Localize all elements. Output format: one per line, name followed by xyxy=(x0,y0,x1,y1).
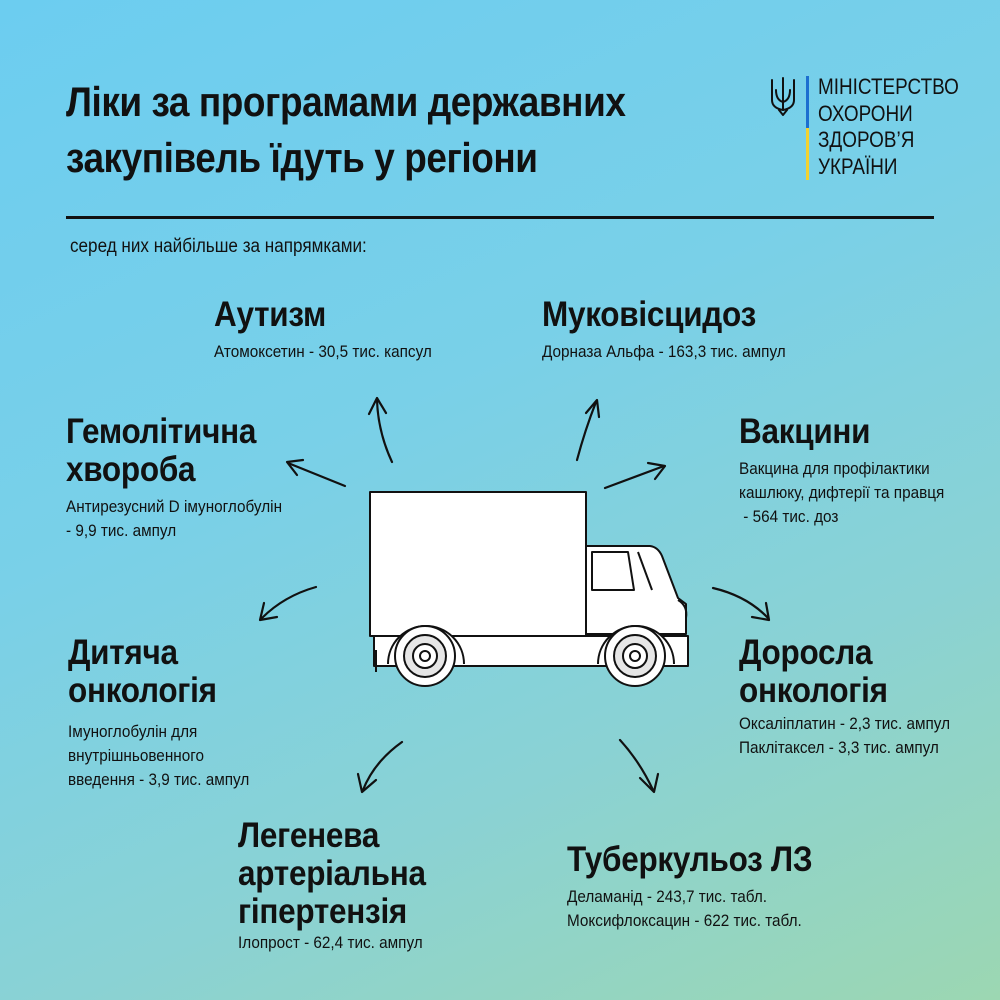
category-vaccines-details xyxy=(739,457,944,529)
category-cystic-fibrosis-detail-1: Дорназа Альфа - 163,3 тис. ампул xyxy=(542,342,786,361)
category-hemolytic-title-line-2: хвороба xyxy=(66,450,196,489)
category-child-oncology-title-line-2: онкологія xyxy=(68,671,217,710)
category-adult-oncology-detail-1: Оксаліплатин - 2,3 тис. ампул xyxy=(739,714,951,733)
category-child-oncology-detail-2: внутрішньовенного xyxy=(68,746,204,765)
category-tuberculosis-details xyxy=(567,885,812,933)
page-title-line-1: Ліки за програмами державних xyxy=(66,78,626,125)
logo-line-1: МІНІСТЕРСТВО xyxy=(818,74,959,99)
category-adult-oncology-title-line-1: Доросла xyxy=(739,633,873,672)
category-vaccines xyxy=(739,413,944,529)
category-autism-detail-1: Атомоксетин - 30,5 тис. капсул xyxy=(214,342,432,361)
arrow-tuberculosis-icon xyxy=(620,740,658,792)
category-tuberculosis-detail-1: Деламанід - 243,7 тис. табл. xyxy=(567,887,768,906)
category-child-oncology-details xyxy=(68,720,249,792)
category-pulmonary-details xyxy=(238,931,426,955)
arrow-adult-oncology-icon xyxy=(713,588,769,620)
category-vaccines-title: Вакцини xyxy=(739,412,871,451)
category-child-oncology-title-line-1: Дитяча xyxy=(68,633,178,672)
arrow-autism-icon xyxy=(369,398,392,462)
logo-line-2: ОХОРОНИ xyxy=(818,100,913,126)
category-vaccines-detail-3: - 564 тис. доз xyxy=(739,507,839,526)
category-pulmonary-title-line-1: Легенева xyxy=(238,816,380,855)
category-cystic-fibrosis-details xyxy=(542,340,786,364)
category-hemolytic-title-line-1: Гемолітична xyxy=(66,412,257,451)
category-autism xyxy=(214,296,432,364)
category-hemolytic-detail-2: - 9,9 тис. ампул xyxy=(66,521,177,540)
category-child-oncology xyxy=(68,634,249,792)
category-hemolytic-title xyxy=(66,413,282,489)
category-pulmonary-title xyxy=(238,817,426,931)
category-autism-details xyxy=(214,340,432,364)
category-adult-oncology-details xyxy=(739,712,950,760)
category-autism-title: Аутизм xyxy=(214,295,327,334)
category-tuberculosis-title: Туберкульоз ЛЗ xyxy=(567,840,813,879)
category-cystic-fibrosis xyxy=(542,296,786,364)
category-hemolytic-detail-1: Антирезусний D імуноглобулін xyxy=(66,497,283,516)
arrow-hemolytic-icon xyxy=(287,460,345,486)
category-pulmonary-title-line-3: гіпертензія xyxy=(238,892,408,931)
category-adult-oncology-title xyxy=(739,634,950,710)
category-hemolytic xyxy=(66,413,282,543)
category-pulmonary-detail-1: Ілопрост - 62,4 тис. ампул xyxy=(238,933,423,952)
arrow-cystic-fibrosis-icon xyxy=(577,400,599,460)
category-hemolytic-details xyxy=(66,495,282,543)
subtitle: серед них найбільше за напрямками: xyxy=(70,236,367,257)
category-tuberculosis xyxy=(567,841,812,933)
category-child-oncology-detail-3: введення - 3,9 тис. ампул xyxy=(68,770,250,789)
category-adult-oncology-title-line-2: онкологія xyxy=(739,671,888,710)
arrow-vaccines-icon xyxy=(605,463,665,488)
category-adult-oncology xyxy=(739,634,950,760)
arrow-child-oncology-icon xyxy=(260,587,316,620)
logo-line-3: ЗДОРОВ’Я xyxy=(818,127,915,152)
page-title-line-2: закупівель їдуть у регіони xyxy=(66,134,538,181)
category-adult-oncology-detail-2: Паклітаксел - 3,3 тис. ампул xyxy=(739,738,939,757)
category-child-oncology-title xyxy=(68,634,249,710)
category-vaccines-detail-2: кашлюку, дифтерії та правця xyxy=(739,483,945,502)
arrow-pulmonary-icon xyxy=(358,742,402,792)
category-pulmonary xyxy=(238,817,426,955)
truck-icon xyxy=(370,492,688,686)
category-child-oncology-detail-1: Імуноглобулін для xyxy=(68,722,198,741)
category-pulmonary-title-line-2: артеріальна xyxy=(238,854,426,893)
category-vaccines-detail-1: Вакцина для профілактики xyxy=(739,459,930,478)
category-tuberculosis-detail-2: Моксифлоксацин - 622 тис. табл. xyxy=(567,911,802,930)
category-cystic-fibrosis-title: Муковісцидоз xyxy=(542,295,756,334)
logo-line-4: УКРАЇНИ xyxy=(818,153,898,179)
